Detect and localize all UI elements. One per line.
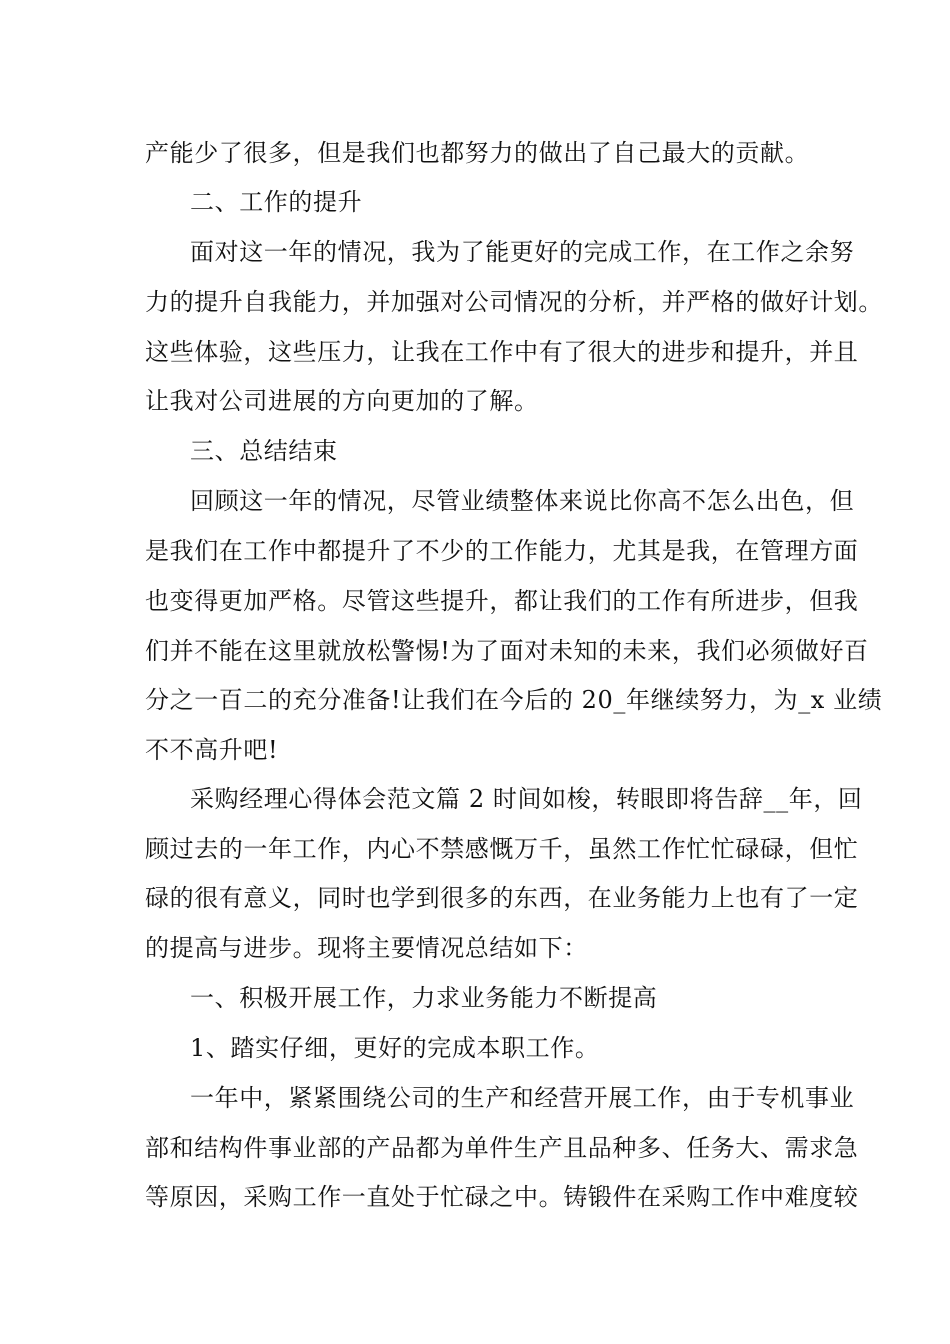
text-line: 也变得更加严格。尽管这些提升，都让我们的工作有所进步，但我: [145, 587, 859, 615]
text-line: 们并不能在这里就放松警惕!为了面对未知的未来，我们必须做好百: [145, 637, 869, 665]
text-line: 是我们在工作中都提升了不少的工作能力，尤其是我，在管理方面: [145, 537, 859, 565]
section-heading: 三、总结结束: [190, 437, 338, 465]
text-line: 面对这一年的情况，我为了能更好的完成工作，在工作之余努: [190, 238, 855, 266]
text-line: 力的提升自我能力，并加强对公司情况的分析，并严格的做好计划。: [145, 288, 883, 316]
text-line: 的提高与进步。现将主要情况总结如下：: [145, 934, 588, 962]
text-line: 这些体验，这些压力，让我在工作中有了很大的进步和提升，并且: [145, 338, 859, 366]
text-line: 碌的很有意义，同时也学到很多的东西，在业务能力上也有了一定: [145, 884, 859, 912]
text-line: 等原因，采购工作一直处于忙碌之中。铸锻件在采购工作中难度较: [145, 1183, 859, 1211]
text-line: 分之一百二的充分准备!让我们在今后的 20_年继续努力，为_x 业绩: [145, 686, 883, 714]
text-line: 顾过去的一年工作，内心不禁感慨万千，虽然工作忙忙碌碌，但忙: [145, 835, 859, 863]
text-line: 回顾这一年的情况，尽管业绩整体来说比你高不怎么出色，但: [190, 487, 855, 515]
sub-heading: 1、踏实仔细，更好的完成本职工作。: [190, 1034, 600, 1062]
text-line: 一年中，紧紧围绕公司的生产和经营开展工作，由于专机事业: [190, 1084, 855, 1112]
text-line: 采购经理心得体会范文篇 2 时间如梭，转眼即将告辞__年，回: [190, 785, 863, 813]
text-line: 部和结构件事业部的产品都为单件生产且品种多、任务大、需求急: [145, 1134, 859, 1162]
section-heading: 二、工作的提升: [190, 188, 363, 216]
text-line: 不不高升吧!: [145, 736, 279, 764]
section-heading: 一、积极开展工作，力求业务能力不断提高: [190, 984, 658, 1012]
text-line: 产能少了很多，但是我们也都努力的做出了自己最大的贡献。: [145, 139, 810, 167]
text-line: 让我对公司进展的方向更加的了解。: [145, 387, 539, 415]
